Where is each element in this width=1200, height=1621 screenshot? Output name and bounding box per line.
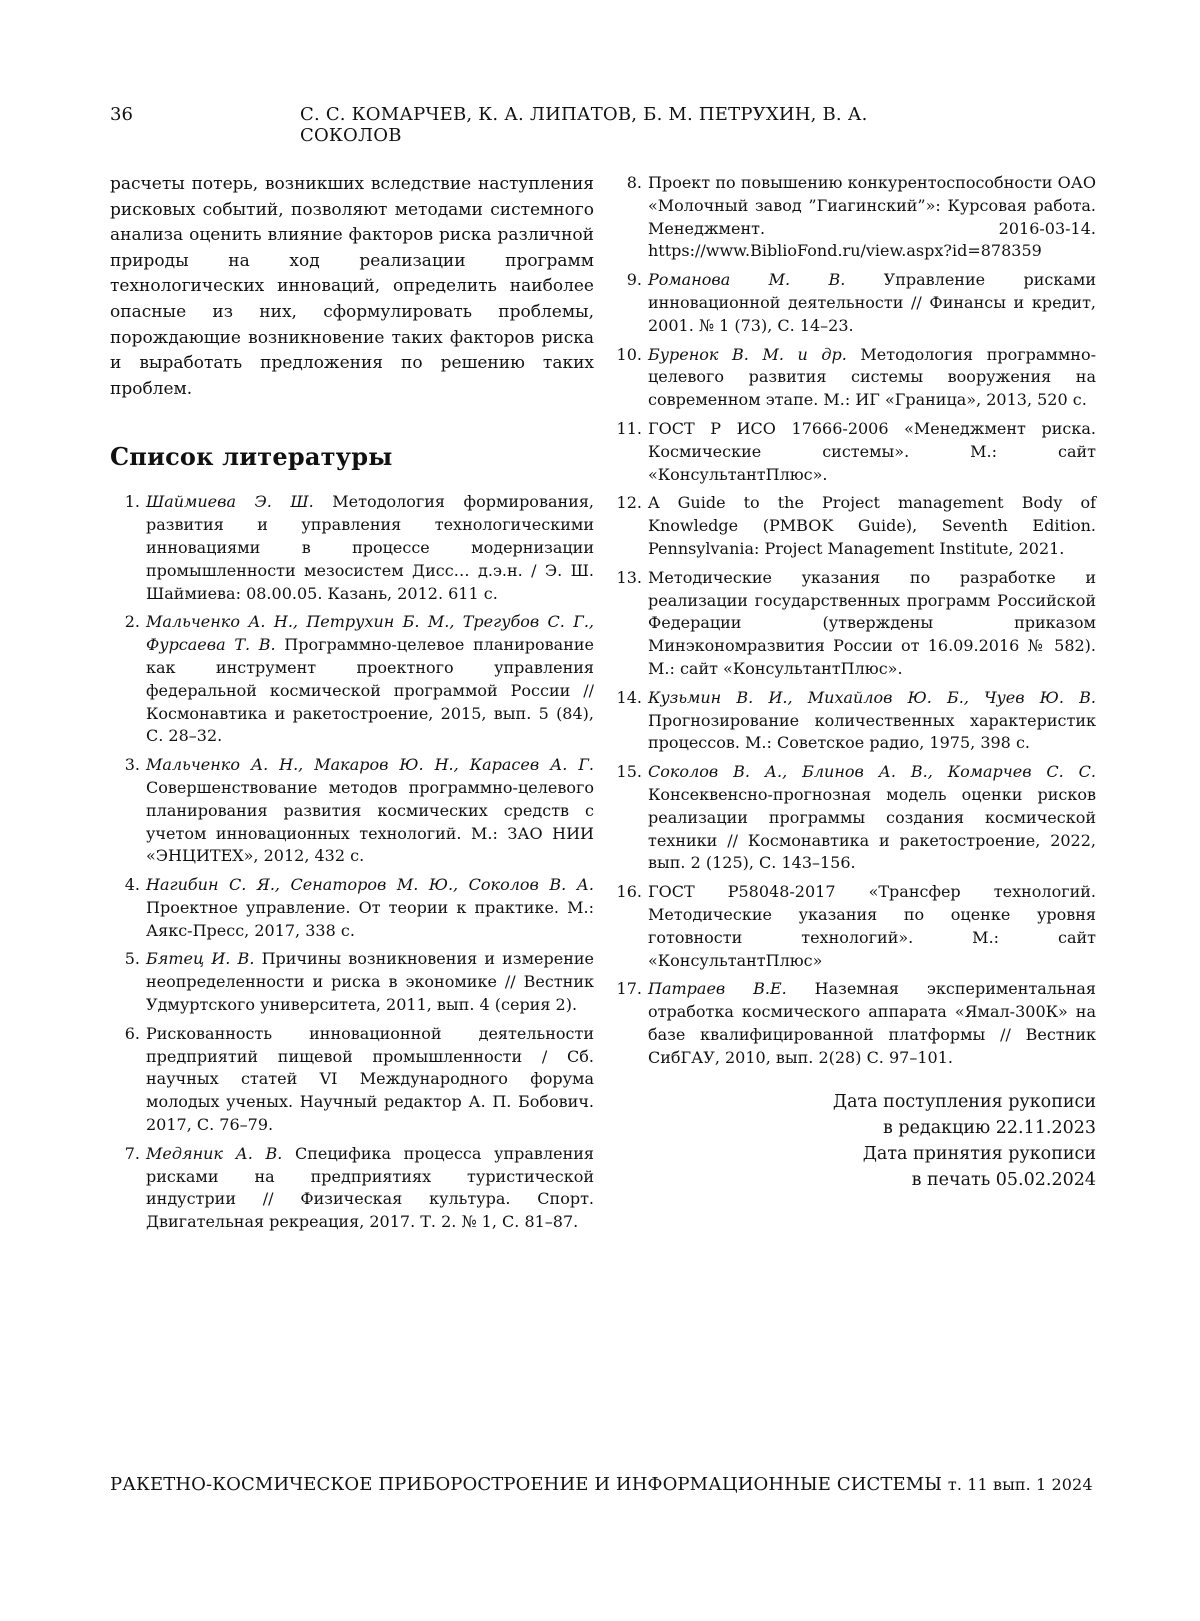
reference-text: Управление рисками инновационной деятельности // Финансы и кредит, 2001. № 1 (73), С. 14–23. [648,270,1096,335]
reference-text: Методология формирования, развития и управления технологическими инновациями в процессе модернизации промышленности мезосистем Дисс… д.э.н. / Э. Ш. Шаймиева: 08.00.05. Казань, 2012. 611 с. [146,492,594,603]
journal-issue: т. 11 вып. 1 2024 [947,1475,1093,1494]
intro-paragraph: расчеты потерь, возникших вследствие наступления рисковых событий, позволяют методами системного анализа оценить влияние факторов риска различной природы на ход реализации программ технологических инноваций, определить наиболее опасные из них, сформулировать проблемы, порождающие возникновение таких факторов риска и выработать предложения по решению таких проблем. [110,174,594,399]
reference-item [612,761,1096,875]
reference-item [612,344,1096,412]
references-list-left [110,491,594,1234]
journal-title: РАКЕТНО-КОСМИЧЕСКОЕ ПРИБОРОСТРОЕНИЕ И ИНФОРМАЦИОННЫЕ СИСТЕМЫ [110,1474,943,1495]
reference-item [612,172,1096,263]
reference-number: 14. [616,687,642,707]
page-number: 36 [110,104,133,125]
reference-text: Причины возникновения и измерение неопределенности и риска в экономике // Вестник Удмуртского университета, 2011, вып. 4 (серия 2). [146,949,594,1015]
reference-item [612,418,1096,486]
reference-number: 1. [124,492,140,512]
reference-text: Методология программно-целевого развития системы вооружения на современном этапе. М.: ИГ «Граница», 2013, 520 с. [648,344,1096,410]
reference-number: 7. [124,1143,140,1163]
references-title: Список литературы [110,442,393,472]
reference-number: 3. [124,755,140,775]
reference-text: Программно-целевое планирование как инструмент проектного управления федеральной космической программой России // Космонавтика и ракетостроение, 2015, вып. 5 (84), С. 28–32. [146,635,594,746]
page-footer [110,1474,1093,1495]
reference-authors: Бятец И. В. [146,949,255,969]
reference-item [612,881,1096,972]
reference-text: ГОСТ Р58048-2017 «Трансфер технологий. Методические указания по оценке уровня готовности технологий». М.: сайт «КонсультантПлюс» [648,882,1096,970]
reference-item [612,978,1096,1069]
page-header [110,104,930,146]
reference-authors: Кузьмин В. И., Михайлов Ю. Б., Чуев Ю. В. [648,687,1096,707]
reference-number: 9. [626,270,642,290]
reference-text: Совершенствование методов программно-целевого планирования развития космических средств с учетом инновационных технологий. М.: ЗАО НИИ «ЭНЦИТЕХ», 2012, 432 с. [146,777,594,866]
reference-authors: Шаймиева Э. Ш. [146,492,314,512]
accepted-date: в печать 05.02.2024 [911,1170,1096,1191]
reference-item [612,492,1096,560]
reference-number: 13. [616,567,642,587]
reference-text: Методические указания по разработке и реализации государственных программ Российской Федерации (утверждены приказом Минэкономразвития России от 16.09.2016 № 582). М.: сайт «КонсультантПлюс». [648,567,1096,678]
reference-item [110,1023,594,1137]
reference-number: 16. [616,882,642,902]
reference-number: 8. [626,173,642,192]
reference-number: 5. [124,949,140,969]
reference-text: Проектное управление. От теории к практике. М.: Аякс-Пресс, 2017, 338 с. [146,897,594,940]
reference-number: 6. [124,1023,140,1043]
reference-number: 2. [124,612,140,632]
manuscript-dates [612,1089,1096,1193]
reference-authors: Соколов В. А., Блинов А. В., Комарчев С. С. [648,762,1096,782]
reference-number: 4. [124,875,140,895]
reference-text: A Guide to the Project management Body of Knowledge (PMBOK Guide), Seventh Edition. Pennsylvania: Project Management Institute, 2021. [648,493,1096,558]
received-date: в редакцию 22.11.2023 [882,1118,1096,1139]
reference-item [612,567,1096,681]
references-list-right [612,172,1096,1069]
reference-number: 10. [616,344,642,364]
reference-item [110,1143,594,1234]
reference-number: 12. [616,493,642,513]
reference-authors: Медяник А. В. [146,1143,283,1163]
reference-authors: Романова М. В. [648,270,846,290]
reference-item [110,611,594,748]
reference-text: Консеквенсно-прогнозная модель оценки рисков реализации программы создания космической техники // Космонавтика и ракетостроение, 2022, вып. 2 (125), С. 143–156. [648,784,1096,873]
received-label: Дата поступления рукописи [832,1092,1096,1113]
reference-authors: Буренок В. М. и др. [648,344,847,364]
reference-text: Прогнозирование количественных характеристик процессов. М.: Советское радио, 1975, 398 с. [648,710,1096,753]
reference-text: ГОСТ Р ИСО 17666-2006 «Менеджмент риска. Космические системы». М.: сайт «КонсультантПлюс». [648,418,1096,484]
reference-item [110,948,594,1016]
reference-item [612,687,1096,755]
accepted-label: Дата принятия рукописи [862,1144,1096,1165]
reference-item [110,754,594,868]
reference-number: 17. [616,979,642,999]
reference-item [612,269,1096,337]
left-column [110,172,594,1240]
reference-authors: Мальченко А. Н., Макаров Ю. Н., Карасев А. Г. [146,755,594,775]
reference-number: 15. [616,762,642,782]
reference-text: Проект по повышению конкурентоспособности ОАО «Молочный завод ”Гиагинский”»: Курсовая работа. Менеджмент. 2016-03-14. https://www.BiblioFond.ru/view.aspx?id=878359 [648,173,1096,261]
reference-item [110,874,594,942]
reference-number: 11. [616,418,642,438]
reference-authors: Мальченко А. Н., Петрухин Б. М., Трегубов С. Г., Фурсаева Т. В. [146,612,594,655]
reference-text: Наземная экспериментальная отработка космического аппарата «Ямал-300К» на базе квалифицированной платформы // Вестник СибГАУ, 2010, вып. 2(28) С. 97–101. [648,979,1097,1067]
reference-text: Специфика процесса управления рисками на предприятиях туристической индустрии // Физическая культура. Спорт. Двигательная рекреация, 2017. Т. 2. № 1, С. 81–87. [146,1143,594,1232]
reference-text: Рискованность инновационной деятельности предприятий пищевой промышленности / Сб. научных статей VI Международного форума молодых ученых. Научный редактор А. П. Бобович. 2017, С. 76–79. [146,1023,594,1135]
reference-authors: Нагибин С. Я., Сенаторов М. Ю., Соколов В. А. [146,875,594,895]
reference-authors: Патраев В.Е. [648,979,787,999]
reference-item [110,491,594,605]
running-head-authors: С. С. КОМАРЧЕВ, К. А. ЛИПАТОВ, Б. М. ПЕТРУХИН, В. А. СОКОЛОВ [300,104,868,146]
right-column [612,172,1096,1193]
